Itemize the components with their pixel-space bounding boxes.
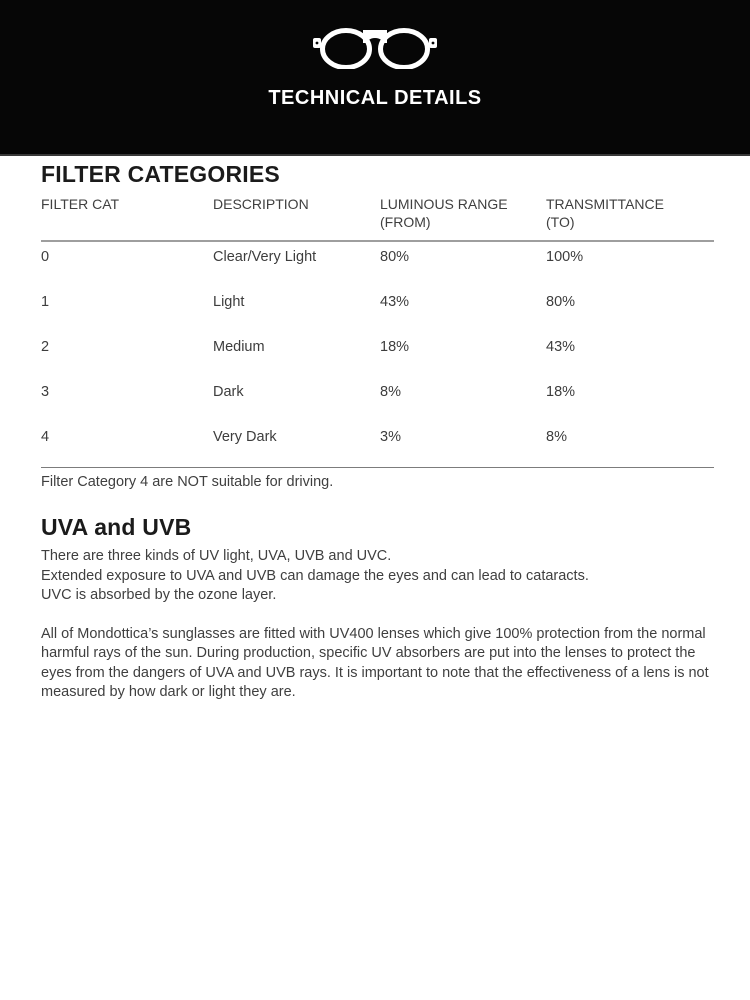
cell-filter-cat: 2	[41, 339, 50, 355]
table-row	[41, 332, 714, 377]
cell-transmittance-to: 80%	[546, 294, 576, 310]
uv-line-kinds: There are three kinds of UV light, UVA, UVB and UVC.	[41, 548, 392, 564]
page-header	[0, 0, 750, 156]
cell-transmittance-to: 8%	[546, 429, 567, 445]
cell-description: Very Dark	[213, 429, 277, 445]
uv-line-exposure: Extended exposure to UVA and UVB can damage the eyes and can lead to cataracts.	[41, 567, 589, 584]
cell-luminous-from: 80%	[380, 249, 410, 265]
cell-filter-cat: 1	[41, 294, 50, 310]
cell-filter-cat: 3	[41, 384, 50, 400]
table-row	[41, 242, 714, 287]
cell-filter-cat: 4	[41, 429, 50, 445]
cell-luminous-from: 8%	[380, 384, 401, 400]
column-header-transmittance: TRANSMITTANCE (TO)	[546, 196, 664, 230]
cell-luminous-from: 18%	[380, 339, 410, 355]
uva-uvb-heading: UVA and UVB	[41, 514, 192, 540]
cell-transmittance-to: 100%	[546, 249, 584, 265]
cell-filter-cat: 0	[41, 249, 50, 265]
column-header-description: DESCRIPTION	[213, 196, 309, 212]
filter-categories-heading: FILTER CATEGORIES	[41, 161, 280, 187]
column-header-filter-cat: FILTER CAT	[41, 196, 120, 212]
cell-description: Dark	[213, 384, 244, 400]
table-row	[41, 422, 714, 467]
filter-categories-table	[41, 188, 714, 468]
page-title: TECHNICAL DETAILS	[268, 87, 482, 109]
cell-description: Medium	[213, 339, 265, 355]
table-row	[41, 287, 714, 332]
column-header-luminous-range: LUMINOUS RANGE (FROM)	[380, 196, 508, 230]
glasses-icon	[313, 25, 437, 69]
uv400-paragraph: All of Mondottica’s sunglasses are fitted with UV400 lenses which give 100% protection from the normal harmful rays of the sun. During production, specific UV absorbers are put into the lenses to protect the eyes from the dangers of UVA and UVB rays. It is important to note that the effectiveness of a lens is not measured by how dark or light they are.	[41, 625, 709, 700]
cell-description: Clear/Very Light	[213, 249, 317, 265]
cell-transmittance-to: 43%	[546, 339, 576, 355]
cell-luminous-from: 43%	[380, 294, 410, 310]
uv-intro-lines	[41, 547, 714, 606]
uv-line-ozone: UVC is absorbed by the ozone layer.	[41, 587, 277, 603]
cell-description: Light	[213, 294, 245, 310]
page-content	[0, 156, 750, 703]
table-header-row	[41, 188, 714, 242]
table-row	[41, 377, 714, 422]
driving-note: Filter Category 4 are NOT suitable for driving.	[41, 474, 334, 490]
cell-luminous-from: 3%	[380, 429, 401, 445]
cell-transmittance-to: 18%	[546, 384, 576, 400]
